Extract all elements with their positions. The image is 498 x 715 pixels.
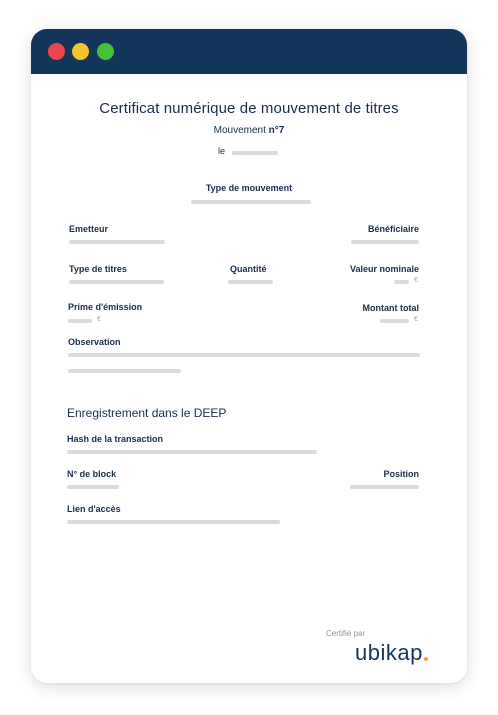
block-number-value-placeholder	[67, 485, 119, 489]
observation-line-2-placeholder	[68, 369, 181, 373]
date-value-placeholder	[232, 151, 278, 155]
issue-premium-value-placeholder	[68, 319, 92, 323]
issue-premium-currency: €	[97, 316, 101, 323]
total-amount-value-placeholder	[380, 319, 409, 323]
window-titlebar	[31, 29, 467, 74]
hash-value-placeholder	[67, 450, 317, 454]
minimize-window-button[interactable]	[72, 43, 89, 60]
access-link-label: Lien d'accès	[67, 504, 121, 514]
deep-section-title: Enregistrement dans le DEEP	[67, 406, 227, 420]
maximize-window-button[interactable]	[97, 43, 114, 60]
beneficiary-label: Bénéficiaire	[367, 224, 419, 234]
observation-line-1-placeholder	[68, 353, 420, 357]
movement-prefix: Mouvement	[213, 125, 269, 136]
position-value-placeholder	[350, 485, 419, 489]
total-amount-currency: €	[414, 316, 418, 323]
access-link-value-placeholder	[67, 520, 280, 524]
movement-type-value-placeholder	[191, 200, 311, 204]
observation-label: Observation	[68, 337, 121, 347]
beneficiary-value-placeholder	[351, 240, 419, 244]
block-number-label: N° de block	[67, 469, 117, 479]
quantity-value-placeholder	[228, 280, 273, 284]
date-row	[218, 146, 225, 156]
quantity-label: Quantité	[230, 264, 267, 274]
movement-type-label: Type de mouvement	[205, 183, 293, 193]
nominal-value-currency: €	[414, 277, 418, 284]
securities-type-value-placeholder	[69, 280, 164, 284]
issue-premium-label: Prime d'émission	[68, 302, 143, 312]
brand-dot-icon	[424, 657, 428, 661]
hash-label: Hash de la transaction	[67, 434, 164, 444]
total-amount-label: Montant total	[362, 303, 419, 313]
emitter-value-placeholder	[69, 240, 165, 244]
date-prefix: le	[218, 146, 226, 156]
movement-number-line	[31, 125, 467, 136]
nominal-value-placeholder	[394, 280, 409, 284]
certificate-title: Certificat numérique de mouvement de titres	[99, 100, 399, 117]
nominal-value-label: Valeur nominale	[349, 264, 419, 274]
ubikap-logo: ubikap	[355, 640, 423, 665]
close-window-button[interactable]	[48, 43, 65, 60]
position-label: Position	[383, 469, 419, 479]
emitter-label: Emetteur	[69, 224, 109, 234]
securities-type-label: Type de titres	[69, 264, 127, 274]
certificate-window	[31, 29, 467, 683]
certified-by-label: Certifié par	[326, 629, 366, 638]
movement-number: n°7	[268, 125, 285, 136]
